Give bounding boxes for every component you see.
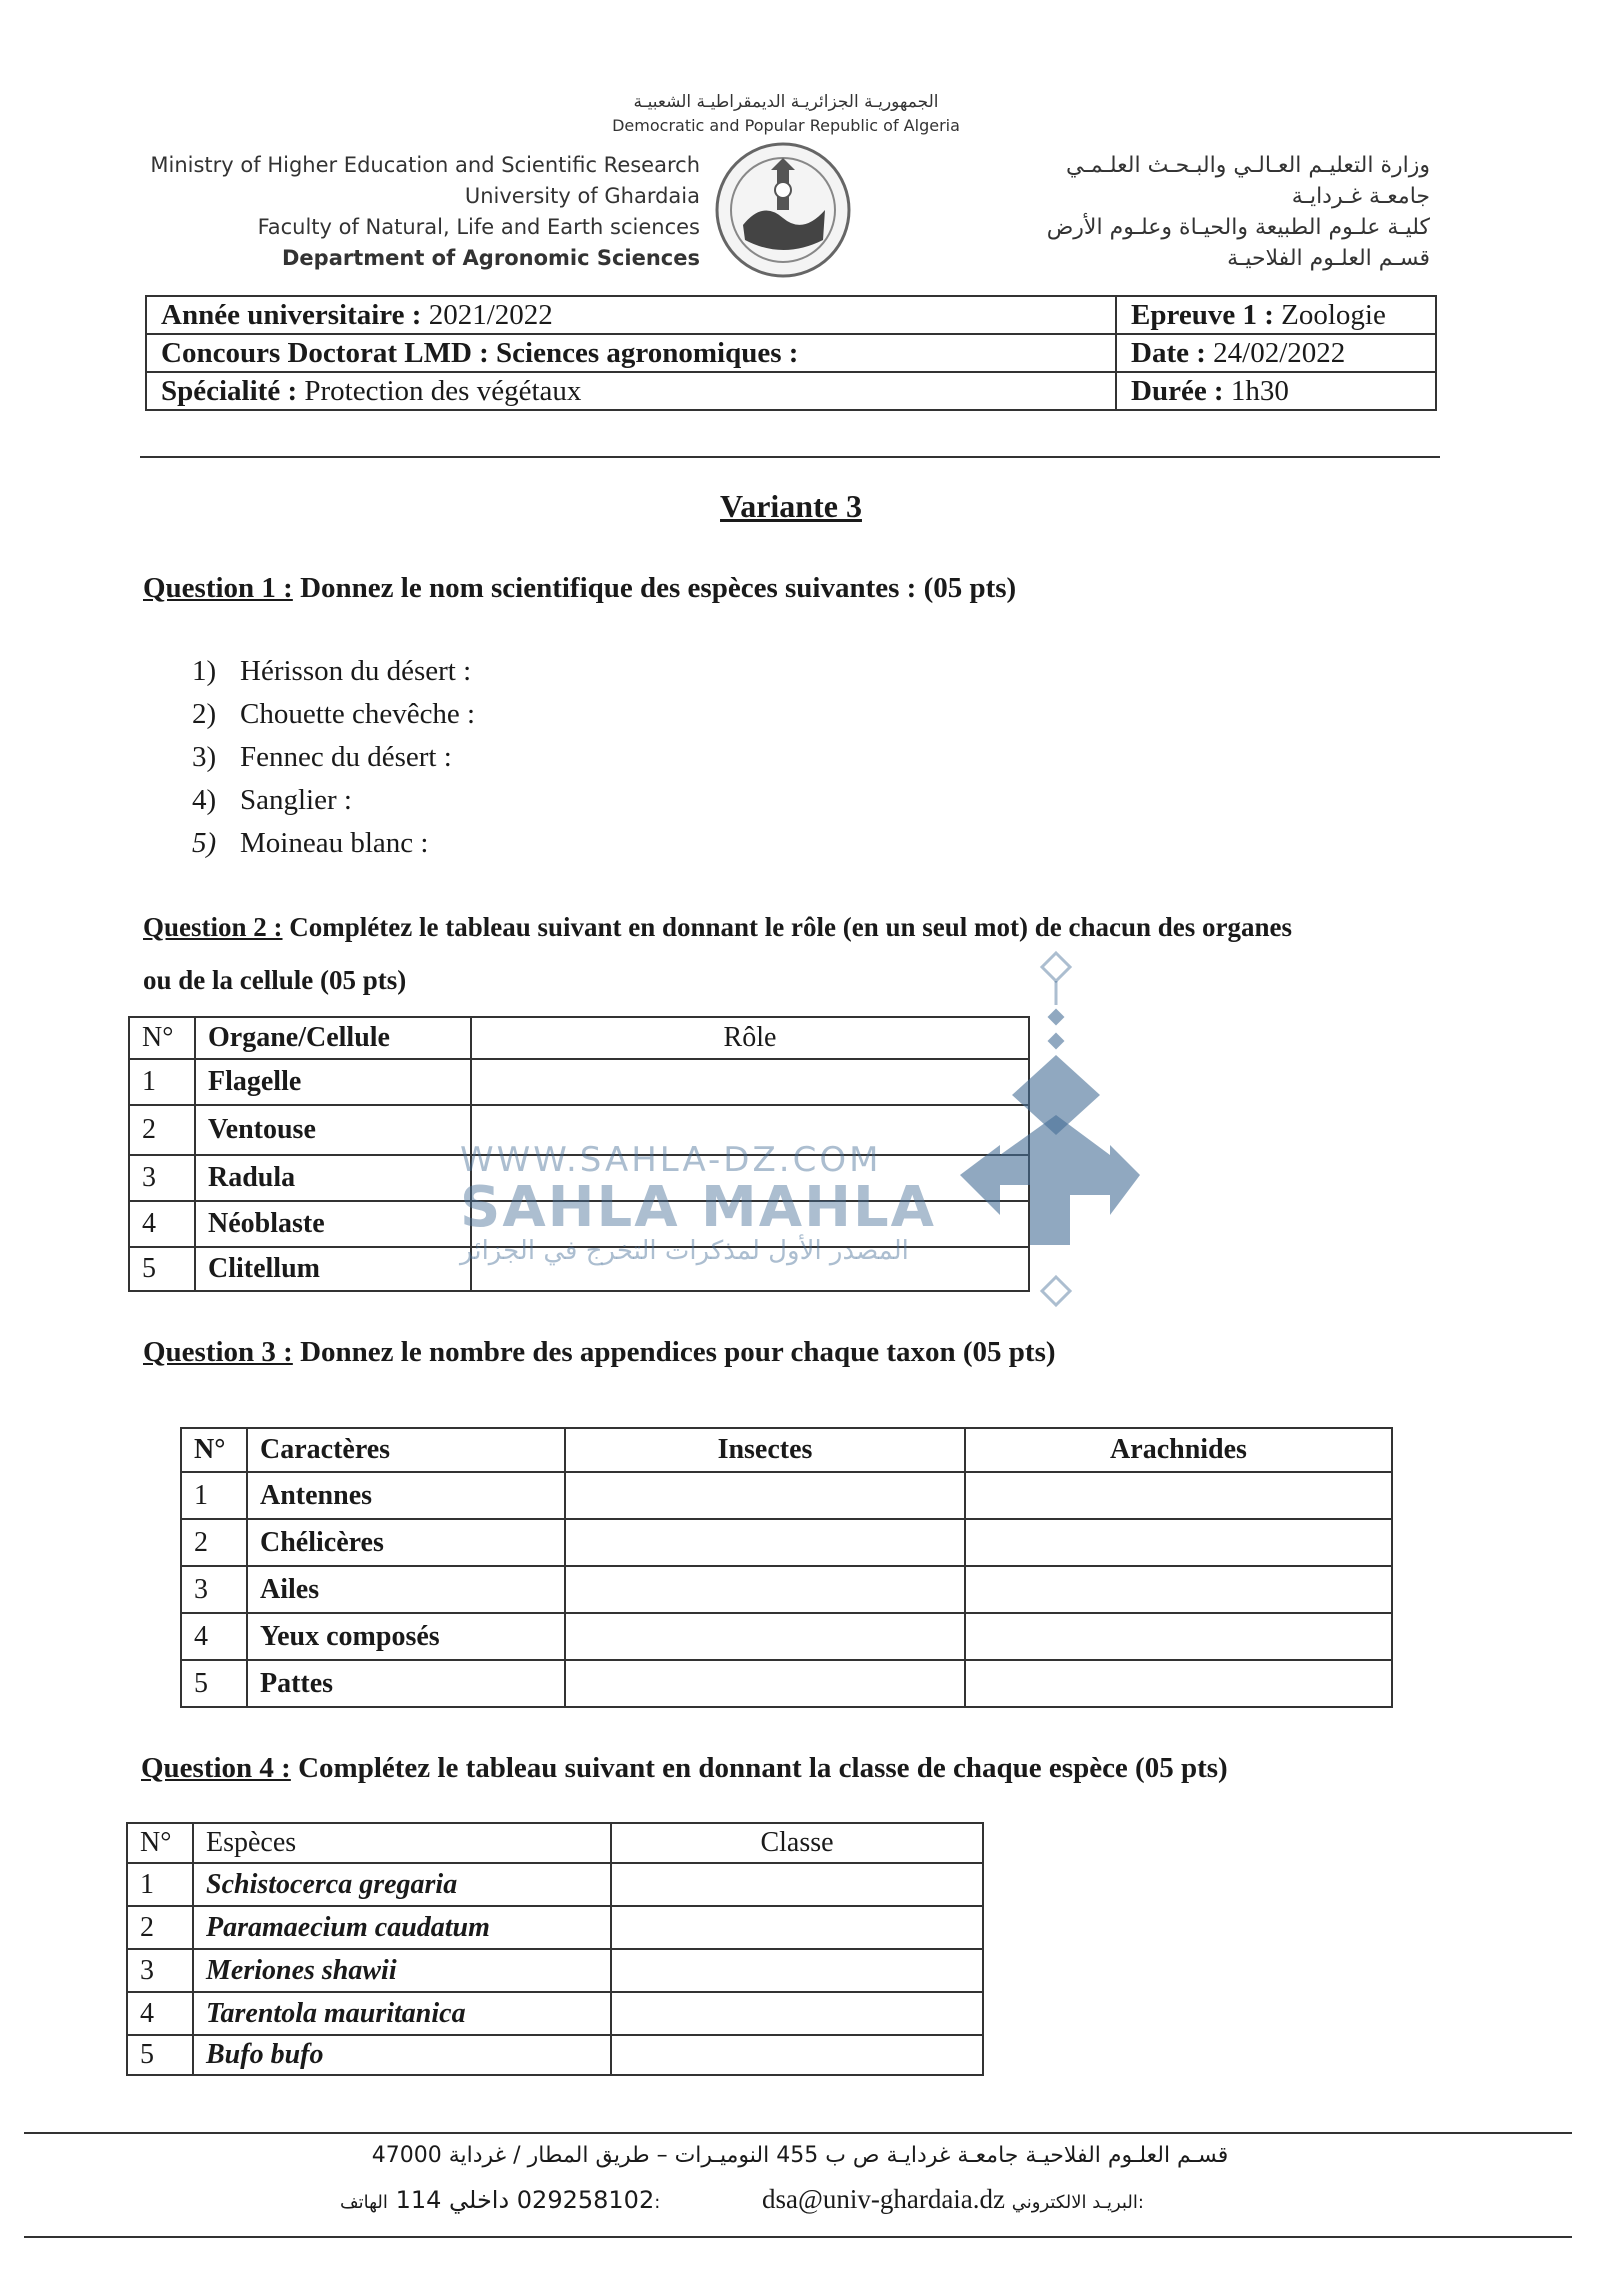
table-row [127, 1949, 983, 1992]
col-header: Rôle [471, 1017, 1029, 1059]
table-header-row [181, 1428, 1392, 1472]
character-name: Ailes [247, 1566, 565, 1613]
item-text: Moineau blanc : [240, 827, 429, 859]
organ-name: Ventouse [195, 1105, 471, 1155]
row-number: 1 [129, 1059, 195, 1105]
info-row [146, 334, 1436, 372]
col-header: Classe [611, 1823, 983, 1863]
university-name: University of Ghardaia [464, 184, 700, 208]
question-2-label: Question 2 : [143, 912, 283, 942]
ministry-name: Ministry of Higher Education and Scientific Research [150, 153, 700, 177]
question-2-text: Complétez le tableau suivant en donnant le rôle (en un seul mot) de chacun des organes [289, 912, 1293, 942]
specialite-label: Spécialité : [161, 374, 298, 407]
header-left-block [150, 150, 700, 274]
species-name: Paramaecium caudatum [193, 1906, 611, 1949]
university-name-ar: جامعـة غـردايـة [1291, 184, 1430, 209]
col-header: N° [129, 1017, 195, 1059]
col-header: N° [127, 1823, 193, 1863]
variant-title: Variante 3 [720, 488, 862, 524]
footer-bottom-line [24, 2236, 1572, 2238]
insectes-cell[interactable] [565, 1472, 965, 1519]
classe-cell[interactable] [611, 1992, 983, 2035]
arabic-republic-title: الجمهوريـة الجزائريـة الديمقراطيـة الشعبيـة [633, 92, 939, 112]
email-value[interactable]: dsa@univ-ghardaia.dz [762, 2184, 1006, 2214]
col-header: Insectes [565, 1428, 965, 1472]
item-text: Fennec du désert : [240, 741, 452, 773]
question-2-heading [143, 912, 1292, 943]
info-row [146, 372, 1436, 410]
question-2-text-cont: ou de la cellule (05 pts) [143, 965, 407, 995]
character-name: Antennes [247, 1472, 565, 1519]
list-item [192, 693, 475, 736]
question-3-heading [143, 1336, 1056, 1369]
annee-cell [146, 296, 1116, 334]
date-label: Date : [1131, 336, 1206, 369]
republic-title: Democratic and Popular Republic of Algeria [612, 116, 960, 135]
epreuve-label: Epreuve 1 : [1131, 298, 1274, 331]
row-number: 2 [129, 1105, 195, 1155]
character-name: Chélicères [247, 1519, 565, 1566]
insectes-cell[interactable] [565, 1660, 965, 1707]
row-number: 3 [181, 1566, 247, 1613]
question-1-heading [143, 572, 1016, 605]
classe-cell[interactable] [611, 2035, 983, 2075]
faculty-name-ar: كليـة علـوم الطبيعة والحيـاة وعلـوم الأرض [1046, 215, 1430, 240]
concours-cell [146, 334, 1116, 372]
question-1-label: Question 1 : [143, 572, 293, 604]
duree-value: 1h30 [1230, 374, 1289, 407]
table-row [129, 1059, 1029, 1105]
table-row [181, 1660, 1392, 1707]
row-number: 1 [127, 1863, 193, 1906]
row-number: 3 [127, 1949, 193, 1992]
faculty-name: Faculty of Natural, Life and Earth sciences [257, 215, 700, 239]
email-label: البريـد الالكتروني: [1011, 2192, 1144, 2213]
table-row [181, 1613, 1392, 1660]
classe-cell[interactable] [611, 1906, 983, 1949]
organ-name: Flagelle [195, 1059, 471, 1105]
arachnides-cell[interactable] [965, 1566, 1392, 1613]
row-number: 2 [181, 1519, 247, 1566]
organ-name: Clitellum [195, 1247, 471, 1291]
classe-cell[interactable] [611, 1863, 983, 1906]
header-right-block [880, 150, 1430, 274]
table-row [127, 2035, 983, 2075]
question-4-text: Complétez le tableau suivant en donnant la classe de chaque espèce (05 pts) [298, 1752, 1228, 1784]
annee-value: 2021/2022 [428, 298, 553, 331]
classe-cell[interactable] [611, 1949, 983, 1992]
col-header: N° [181, 1428, 247, 1472]
duree-label: Durée : [1131, 374, 1224, 407]
exam-info-table [145, 295, 1437, 411]
footer-email [762, 2184, 1144, 2215]
table-row [127, 1992, 983, 2035]
specialite-cell [146, 372, 1116, 410]
col-header: Espèces [193, 1823, 611, 1863]
footer-phone [340, 2186, 660, 2214]
item-number: 2) [192, 698, 217, 730]
specialite-value: Protection des végétaux [304, 374, 582, 407]
species-list [192, 650, 475, 865]
insectes-cell[interactable] [565, 1519, 965, 1566]
item-number: 3) [192, 741, 217, 773]
table-row [127, 1906, 983, 1949]
row-number: 4 [181, 1613, 247, 1660]
character-name: Yeux composés [247, 1613, 565, 1660]
epreuve-value: Zoologie [1281, 298, 1386, 331]
col-header: Organe/Cellule [195, 1017, 471, 1059]
department-name-ar: قسـم العلـوم الفلاحيـة [1227, 246, 1430, 271]
watermark-tagline: المصدر الأول لمذكرات التخرج في الجزائر [460, 1236, 909, 1266]
concours-label: Concours Doctorat LMD : Sciences agronomiques : [161, 336, 799, 369]
question-1-text: Donnez le nom scientifique des espèces suivantes : (05 pts) [300, 572, 1017, 604]
date-cell [1116, 334, 1436, 372]
question-4-label: Question 4 : [141, 1752, 291, 1784]
insectes-cell[interactable] [565, 1613, 965, 1660]
row-number: 5 [181, 1660, 247, 1707]
footer-top-line [24, 2132, 1572, 2134]
row-number: 2 [127, 1906, 193, 1949]
duree-cell [1116, 372, 1436, 410]
item-number: 4) [192, 784, 217, 816]
watermark-brand: SAHLA MAHLA [460, 1175, 937, 1240]
item-number: 5) [192, 827, 217, 859]
item-text: Sanglier : [240, 784, 352, 816]
table-row [181, 1472, 1392, 1519]
arachnides-cell[interactable] [965, 1660, 1392, 1707]
arachnides-cell[interactable] [965, 1613, 1392, 1660]
date-value: 24/02/2022 [1213, 336, 1346, 369]
ministry-name-ar: وزارة التعليـم العـالـي والبـحـث العلـمـي [1065, 153, 1430, 178]
info-row [146, 296, 1436, 334]
row-number: 4 [127, 1992, 193, 2035]
character-name: Pattes [247, 1660, 565, 1707]
department-name: Department of Agronomic Sciences [281, 246, 700, 270]
list-item [192, 822, 475, 865]
list-item [192, 650, 475, 693]
footer-address: قسـم العلـوم الفلاحيـة جامعـة غردايـة ص ب 455 النوميـرات – طريق المطار / غرداية 47000 [371, 2143, 1229, 2168]
table-row [181, 1566, 1392, 1613]
phone-label: الهاتف: [340, 2192, 661, 2213]
arachnides-cell[interactable] [965, 1472, 1392, 1519]
species-name: Meriones shawii [193, 1949, 611, 1992]
item-text: Hérisson du désert : [240, 655, 472, 687]
watermark-logo-icon [960, 945, 1160, 1315]
species-name: Tarentola mauritanica [193, 1992, 611, 2035]
arachnides-cell[interactable] [965, 1519, 1392, 1566]
row-number: 3 [129, 1155, 195, 1201]
species-name: Bufo bufo [193, 2035, 611, 2075]
role-cell[interactable] [471, 1059, 1029, 1105]
row-number: 5 [127, 2035, 193, 2075]
row-number: 4 [129, 1201, 195, 1247]
q4-table [126, 1822, 984, 2076]
item-number: 1) [192, 655, 217, 687]
col-header: Arachnides [965, 1428, 1392, 1472]
q3-table [180, 1427, 1393, 1708]
annee-label: Année universitaire : [161, 298, 422, 331]
table-header-row [129, 1017, 1029, 1059]
organ-name: Radula [195, 1155, 471, 1201]
row-number: 1 [181, 1472, 247, 1519]
col-header: Caractères [247, 1428, 565, 1472]
epreuve-cell [1116, 296, 1436, 334]
university-logo [713, 140, 853, 280]
table-row [181, 1519, 1392, 1566]
phone-value: 029258102 داخلي 114 [395, 2186, 655, 2214]
insectes-cell[interactable] [565, 1566, 965, 1613]
species-name: Schistocerca gregaria [193, 1863, 611, 1906]
list-item [192, 779, 475, 822]
question-3-label: Question 3 : [143, 1336, 293, 1368]
item-text: Chouette chevêche : [240, 698, 476, 730]
organ-name: Néoblaste [195, 1201, 471, 1247]
table-header-row [127, 1823, 983, 1863]
watermark-url: WWW.SAHLA-DZ.COM [460, 1140, 882, 1180]
list-item [192, 736, 475, 779]
question-3-text: Donnez le nombre des appendices pour chaque taxon (05 pts) [300, 1336, 1056, 1368]
row-number: 5 [129, 1247, 195, 1291]
separator-line [140, 456, 1440, 458]
table-row [127, 1863, 983, 1906]
question-4-heading [141, 1752, 1228, 1785]
